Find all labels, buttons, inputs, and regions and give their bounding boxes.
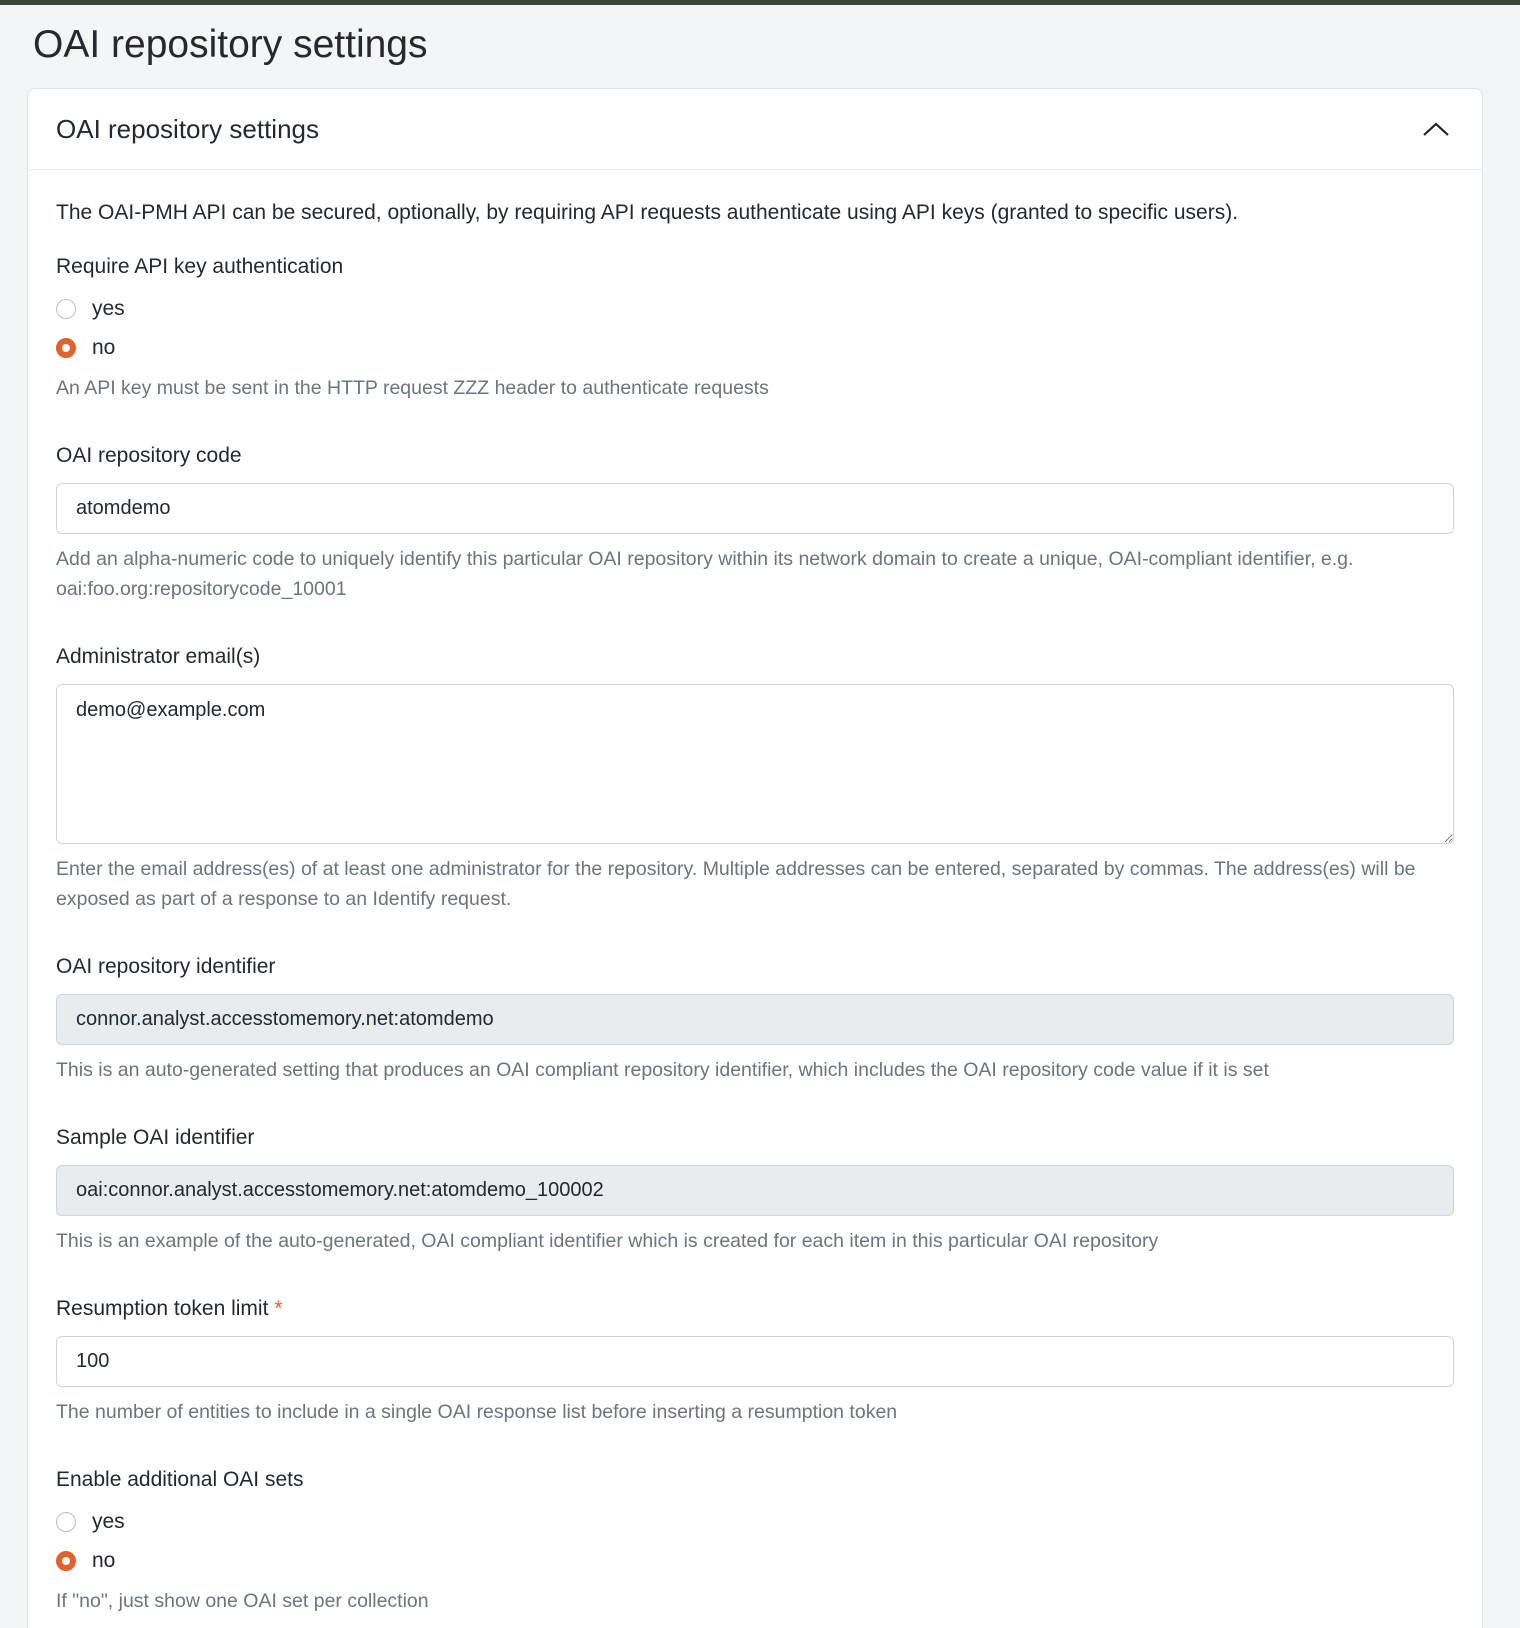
required-asterisk: * (274, 1297, 283, 1320)
oai-repository-identifier-help: This is an auto-generated setting that produces an OAI compliant repository identifier, which includes the OAI repository code value if it is set (56, 1059, 1269, 1081)
radio-icon[interactable] (56, 1551, 76, 1571)
radio-option-label: no (92, 1549, 116, 1572)
chevron-up-icon[interactable] (1422, 122, 1450, 137)
sample-oai-identifier-input (56, 1165, 1454, 1216)
field-api-key-auth (56, 252, 1454, 403)
intro-text: The OAI-PMH API can be secured, optionally, by requiring API requests authenticate using API keys (granted to specific users). (56, 201, 1239, 224)
oai-settings-panel (27, 88, 1483, 1628)
api-key-auth-option-no[interactable] (56, 333, 1454, 363)
resumption-token-limit-label (56, 1294, 1454, 1324)
sample-oai-identifier-help: This is an example of the auto-generated, OAI compliant identifier which is created for each item in this particular OAI repository (56, 1230, 1159, 1252)
field-sample-oai-identifier (56, 1123, 1454, 1256)
field-oai-repository-identifier (56, 952, 1454, 1085)
field-administrator-emails (56, 642, 1454, 914)
panel-header[interactable] (28, 89, 1482, 170)
page-title: OAI repository settings (33, 23, 428, 66)
api-key-auth-label: Require API key authentication (56, 255, 344, 278)
additional-oai-sets-option-no[interactable] (56, 1546, 1454, 1576)
administrator-emails-help: Enter the email address(es) of at least one administrator for the repository. Multiple addresses can be entered, separated by commas. The address(es) will be exposed as part of a response to an Identify request. (56, 858, 1416, 910)
panel-title: OAI repository settings (56, 114, 319, 144)
radio-option-label: yes (92, 1510, 125, 1533)
additional-oai-sets-help: If "no", just show one OAI set per collection (56, 1590, 429, 1612)
field-resumption-token-limit (56, 1294, 1454, 1427)
additional-oai-sets-label: Enable additional OAI sets (56, 1468, 304, 1491)
panel-body (28, 170, 1482, 1628)
field-additional-oai-sets (56, 1465, 1454, 1616)
administrator-emails-textarea[interactable] (56, 684, 1454, 844)
additional-oai-sets-option-yes[interactable] (56, 1507, 1454, 1537)
resumption-token-limit-help: The number of entities to include in a single OAI response list before inserting a resumption token (56, 1401, 898, 1423)
radio-option-label: yes (92, 297, 125, 320)
oai-repository-code-label: OAI repository code (56, 444, 242, 467)
sample-oai-identifier-label: Sample OAI identifier (56, 1126, 255, 1149)
oai-repository-identifier-label: OAI repository identifier (56, 955, 276, 978)
api-key-auth-option-yes[interactable] (56, 294, 1454, 324)
oai-repository-identifier-input (56, 994, 1454, 1045)
radio-icon[interactable] (56, 1512, 76, 1532)
field-oai-repository-code (56, 441, 1454, 604)
resumption-token-limit-input[interactable] (56, 1336, 1454, 1387)
radio-icon[interactable] (56, 338, 76, 358)
api-key-auth-help: An API key must be sent in the HTTP request ZZZ header to authenticate requests (56, 377, 769, 399)
administrator-emails-label: Administrator email(s) (56, 645, 261, 668)
radio-option-label: no (92, 336, 116, 359)
resumption-token-limit-label-text: Resumption token limit (56, 1297, 269, 1320)
oai-repository-code-help: Add an alpha-numeric code to uniquely identify this particular OAI repository within its network domain to create a unique, OAI-compliant identifier, e.g. oai:foo.org:repositorycode_10001 (56, 548, 1354, 600)
radio-icon[interactable] (56, 299, 76, 319)
oai-repository-code-input[interactable] (56, 483, 1454, 534)
